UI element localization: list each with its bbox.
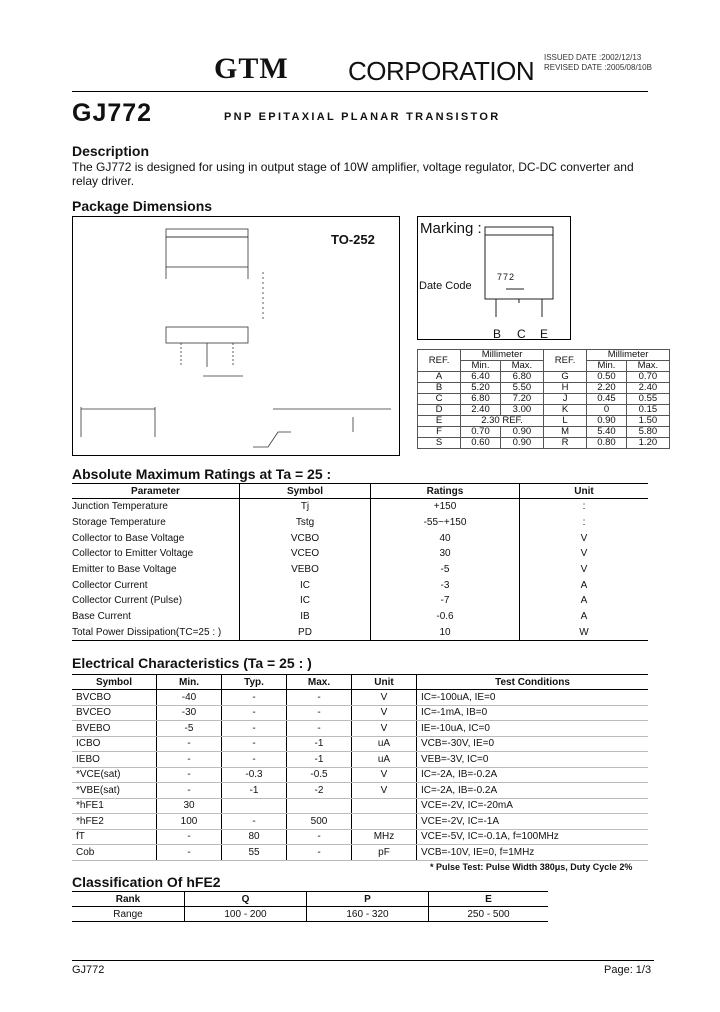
electrical-cell: - — [287, 721, 352, 737]
electrical-cell: fT — [72, 829, 157, 845]
dim-header-min: Min. — [587, 361, 627, 372]
dimension-cell: 7.20 — [500, 394, 543, 405]
rank-p: P — [307, 892, 429, 907]
electrical-heading: Electrical Characteristics (Ta = 25 : ) — [72, 655, 312, 671]
electrical-cell: IC=-2A, IB=-0.2A — [417, 767, 649, 783]
electrical-cell: BVCBO — [72, 690, 157, 706]
dimension-cell: E — [418, 416, 461, 427]
rating-cell: : — [520, 515, 649, 531]
electrical-cell: *VBE(sat) — [72, 783, 157, 799]
issued-date: ISSUED DATE :2002/12/13 — [544, 53, 642, 62]
dimension-cell: 0.90 — [587, 416, 627, 427]
dimension-cell: 2.30 REF. — [461, 416, 544, 427]
description-heading: Description — [72, 143, 150, 159]
rating-row — [72, 577, 648, 593]
rating-cell: Storage Temperature — [72, 517, 166, 529]
dimension-cell: K — [543, 405, 586, 416]
col-unit: Unit — [520, 484, 649, 499]
rating-cell: IC — [240, 577, 371, 593]
rating-cell: Tj — [240, 499, 371, 515]
electrical-cell: V — [352, 767, 417, 783]
dimension-cell: B — [418, 383, 461, 394]
electrical-cell: - — [287, 829, 352, 845]
dimension-cell: 0.80 — [587, 438, 627, 449]
rating-cell: Base Current — [72, 611, 131, 623]
col-symbol: Symbol — [72, 675, 157, 690]
part-type: PNP EPITAXIAL PLANAR TRANSISTOR — [224, 111, 501, 123]
rating-row — [72, 546, 648, 562]
dim-header-min: Min. — [461, 361, 501, 372]
rank-q: Q — [185, 892, 307, 907]
dim-header-max: Max. — [500, 361, 543, 372]
electrical-cell: IEBO — [72, 752, 157, 768]
electrical-cell: - — [222, 736, 287, 752]
footer-page: Page: 1/3 — [604, 964, 652, 976]
issue-dates — [544, 53, 652, 73]
footer-model: GJ772 — [72, 964, 105, 976]
rating-cell: -55~+150 — [371, 515, 520, 531]
electrical-cell — [222, 798, 287, 814]
package-heading: Package Dimensions — [72, 198, 213, 214]
dimension-cell: 0.90 — [500, 427, 543, 438]
rating-cell: -3 — [371, 577, 520, 593]
electrical-cell: - — [222, 752, 287, 768]
rating-cell: Junction Temperature — [72, 501, 168, 513]
electrical-row — [72, 721, 648, 737]
dimension-cell: 0.15 — [626, 405, 669, 416]
dimension-cell: 0.50 — [587, 372, 627, 383]
electrical-cell: VCE=-2V, IC=-1A — [417, 814, 649, 830]
electrical-cell: uA — [352, 752, 417, 768]
classification-heading: Classification Of hFE2 — [72, 874, 221, 890]
electrical-cell: - — [157, 767, 222, 783]
electrical-cell: BVCEO — [72, 705, 157, 721]
electrical-cell: 500 — [287, 814, 352, 830]
electrical-cell: - — [157, 845, 222, 861]
electrical-row — [72, 752, 648, 768]
col-max: Max. — [287, 675, 352, 690]
dimension-cell: D — [418, 405, 461, 416]
rating-row — [72, 593, 648, 609]
electrical-row — [72, 736, 648, 752]
dimension-row — [418, 394, 670, 405]
col-parameter: Parameter — [72, 484, 240, 499]
rating-cell: VCEO — [240, 546, 371, 562]
rating-cell: IC — [240, 593, 371, 609]
dimension-cell: 2.20 — [587, 383, 627, 394]
header-divider — [72, 91, 648, 92]
rating-row — [72, 530, 648, 546]
dim-header-ref: REF. — [543, 350, 586, 372]
electrical-cell: -0.5 — [287, 767, 352, 783]
rating-cell: PD — [240, 625, 371, 641]
dimension-cell: 2.40 — [461, 405, 501, 416]
marking-label: Marking : — [420, 220, 482, 237]
electrical-cell: ICBO — [72, 736, 157, 752]
abs-max-heading: Absolute Maximum Ratings at Ta = 25 : — [72, 466, 332, 482]
dimension-cell: 0.90 — [500, 438, 543, 449]
electrical-cell: -0.3 — [222, 767, 287, 783]
pin-label-b: B — [493, 327, 502, 341]
rating-cell: V — [520, 546, 649, 562]
dimension-row — [418, 416, 670, 427]
rating-cell: A — [520, 577, 649, 593]
pulse-test-note: * Pulse Test: Pulse Width 380μs, Duty Cycle 2% — [430, 862, 633, 872]
footer-divider — [72, 960, 654, 961]
electrical-cell: 100 — [157, 814, 222, 830]
dimension-cell: 0.70 — [626, 372, 669, 383]
rating-cell: V — [520, 562, 649, 578]
electrical-cell: IE=-10uA, IC=0 — [417, 721, 649, 737]
package-name: TO-252 — [331, 232, 375, 247]
classification-table — [72, 891, 548, 922]
dimension-cell: C — [418, 394, 461, 405]
pin-label-c: C — [517, 327, 526, 341]
package-drawing — [72, 216, 400, 456]
electrical-row — [72, 783, 648, 799]
dimension-cell: M — [543, 427, 586, 438]
rating-row — [72, 499, 648, 515]
col-typ: Typ. — [222, 675, 287, 690]
col-ratings: Ratings — [371, 484, 520, 499]
rating-cell: -5 — [371, 562, 520, 578]
rating-cell: 30 — [371, 546, 520, 562]
electrical-cell: V — [352, 705, 417, 721]
electrical-cell: 30 — [157, 798, 222, 814]
dimension-cell: 6.40 — [461, 372, 501, 383]
electrical-cell: IC=-100uA, IE=0 — [417, 690, 649, 706]
dimension-row — [418, 438, 670, 449]
electrical-cell: BVEBO — [72, 721, 157, 737]
dimension-cell: 6.80 — [500, 372, 543, 383]
electrical-cell: - — [222, 705, 287, 721]
electrical-cell: - — [222, 721, 287, 737]
electrical-cell: - — [157, 752, 222, 768]
dimension-row — [418, 405, 670, 416]
rating-cell: VCBO — [240, 530, 371, 546]
description-text: The GJ772 is designed for using in output stage of 10W amplifier, voltage regulator, DC-DC converter and relay driver. — [72, 160, 634, 188]
electrical-cell: VCB=-30V, IE=0 — [417, 736, 649, 752]
electrical-row — [72, 705, 648, 721]
electrical-cell: *VCE(sat) — [72, 767, 157, 783]
marking-code: 772 — [497, 272, 516, 282]
col-test-conditions: Test Conditions — [417, 675, 649, 690]
electrical-rows — [72, 690, 648, 861]
rating-cell: Collector Current (Pulse) — [72, 595, 183, 607]
rating-cell: Emitter to Base Voltage — [72, 564, 177, 576]
dimension-cell: L — [543, 416, 586, 427]
electrical-cell: - — [287, 690, 352, 706]
rating-cell: : — [520, 499, 649, 515]
dim-header-mm: Millimeter — [587, 350, 670, 361]
rating-cell: -7 — [371, 593, 520, 609]
rating-row — [72, 562, 648, 578]
electrical-cell: - — [222, 690, 287, 706]
electrical-cell: IC=-1mA, IB=0 — [417, 705, 649, 721]
electrical-cell: VEB=-3V, IC=0 — [417, 752, 649, 768]
date-code-label: Date Code — [419, 280, 472, 292]
part-number: GJ772 — [72, 99, 153, 127]
electrical-cell: -2 — [287, 783, 352, 799]
rating-cell: Collector to Base Voltage — [72, 532, 185, 544]
range-e: 250 - 500 — [429, 907, 549, 922]
electrical-cell: uA — [352, 736, 417, 752]
dimension-cell: 5.40 — [587, 427, 627, 438]
electrical-cell: VCE=-5V, IC=-0.1A, f=100MHz — [417, 829, 649, 845]
electrical-cell: - — [157, 783, 222, 799]
electrical-cell: - — [287, 845, 352, 861]
dimension-cell: A — [418, 372, 461, 383]
col-min: Min. — [157, 675, 222, 690]
rating-cell: -0.6 — [371, 609, 520, 625]
electrical-cell: -1 — [222, 783, 287, 799]
range-label: Range — [72, 907, 185, 922]
electrical-cell: -1 — [287, 736, 352, 752]
rating-cell: Collector Current — [72, 579, 148, 591]
rating-cell: +150 — [371, 499, 520, 515]
dim-header-max: Max. — [626, 361, 669, 372]
rating-cell: VEBO — [240, 562, 371, 578]
electrical-cell: *hFE2 — [72, 814, 157, 830]
dimension-cell: 5.50 — [500, 383, 543, 394]
electrical-cell: V — [352, 721, 417, 737]
electrical-cell: V — [352, 783, 417, 799]
dimension-cell: F — [418, 427, 461, 438]
dimension-cell: J — [543, 394, 586, 405]
dimension-cell: 0 — [587, 405, 627, 416]
electrical-cell: VCB=-10V, IE=0, f=1MHz — [417, 845, 649, 861]
pin-label-e: E — [540, 327, 549, 341]
col-symbol: Symbol — [240, 484, 371, 499]
abs-max-table — [72, 483, 648, 641]
dimension-cell: 5.20 — [461, 383, 501, 394]
electrical-table — [72, 674, 648, 861]
dimension-cell: 1.50 — [626, 416, 669, 427]
abs-max-rows — [72, 499, 648, 641]
rating-cell: A — [520, 593, 649, 609]
electrical-row — [72, 798, 648, 814]
electrical-cell: - — [157, 829, 222, 845]
electrical-cell — [352, 798, 417, 814]
dimension-cell: 0.70 — [461, 427, 501, 438]
col-unit: Unit — [352, 675, 417, 690]
dimension-cell: 1.20 — [626, 438, 669, 449]
rating-cell: 10 — [371, 625, 520, 641]
electrical-cell — [287, 798, 352, 814]
dimension-cell: 2.40 — [626, 383, 669, 394]
dimension-rows — [418, 372, 670, 449]
electrical-cell: 80 — [222, 829, 287, 845]
rating-cell: W — [520, 625, 649, 641]
rating-cell: IB — [240, 609, 371, 625]
dimension-cell: 3.00 — [500, 405, 543, 416]
package-outline-drawing — [73, 217, 401, 457]
revised-date: REVISED DATE :2005/08/10B — [544, 63, 652, 72]
dim-header-ref: REF. — [418, 350, 461, 372]
rank-label: Rank — [72, 892, 185, 907]
dimension-cell: 6.80 — [461, 394, 501, 405]
electrical-cell: - — [222, 814, 287, 830]
range-p: 160 - 320 — [307, 907, 429, 922]
dimension-table — [417, 349, 670, 449]
rating-cell: Total Power Dissipation(TC=25 : ) — [72, 626, 222, 638]
company-logo: GTM — [214, 52, 289, 85]
rating-row — [72, 609, 648, 625]
dimension-row — [418, 383, 670, 394]
rating-row — [72, 625, 648, 641]
marking-drawing — [418, 217, 572, 341]
electrical-cell: - — [287, 705, 352, 721]
rating-cell: Tstg — [240, 515, 371, 531]
electrical-row — [72, 690, 648, 706]
electrical-row — [72, 829, 648, 845]
dimension-cell: 0.60 — [461, 438, 501, 449]
dimension-cell: 0.55 — [626, 394, 669, 405]
electrical-cell: -30 — [157, 705, 222, 721]
rating-cell: Collector to Emitter Voltage — [72, 548, 194, 560]
dimension-row — [418, 372, 670, 383]
electrical-cell: V — [352, 690, 417, 706]
electrical-cell: -40 — [157, 690, 222, 706]
electrical-cell — [352, 814, 417, 830]
dimension-cell: G — [543, 372, 586, 383]
company-name: CORPORATION — [348, 56, 535, 86]
electrical-cell: Cob — [72, 845, 157, 861]
electrical-cell: IC=-2A, IB=-0.2A — [417, 783, 649, 799]
electrical-cell: - — [157, 736, 222, 752]
electrical-cell: 55 — [222, 845, 287, 861]
electrical-row — [72, 767, 648, 783]
dimension-row — [418, 427, 670, 438]
rating-cell: V — [520, 530, 649, 546]
electrical-cell: -5 — [157, 721, 222, 737]
rating-row — [72, 515, 648, 531]
dimension-cell: R — [543, 438, 586, 449]
dim-header-mm: Millimeter — [461, 350, 544, 361]
electrical-cell: MHz — [352, 829, 417, 845]
dimension-cell: 0.45 — [587, 394, 627, 405]
rating-cell: A — [520, 609, 649, 625]
dimension-cell: S — [418, 438, 461, 449]
electrical-cell: pF — [352, 845, 417, 861]
rating-cell: 40 — [371, 530, 520, 546]
rank-e: E — [429, 892, 549, 907]
electrical-cell: *hFE1 — [72, 798, 157, 814]
electrical-row — [72, 814, 648, 830]
electrical-row — [72, 845, 648, 861]
dimension-cell: H — [543, 383, 586, 394]
electrical-cell: VCE=-2V, IC=-20mA — [417, 798, 649, 814]
electrical-cell: -1 — [287, 752, 352, 768]
marking-box — [417, 216, 571, 340]
dimension-cell: 5.80 — [626, 427, 669, 438]
range-q: 100 - 200 — [185, 907, 307, 922]
